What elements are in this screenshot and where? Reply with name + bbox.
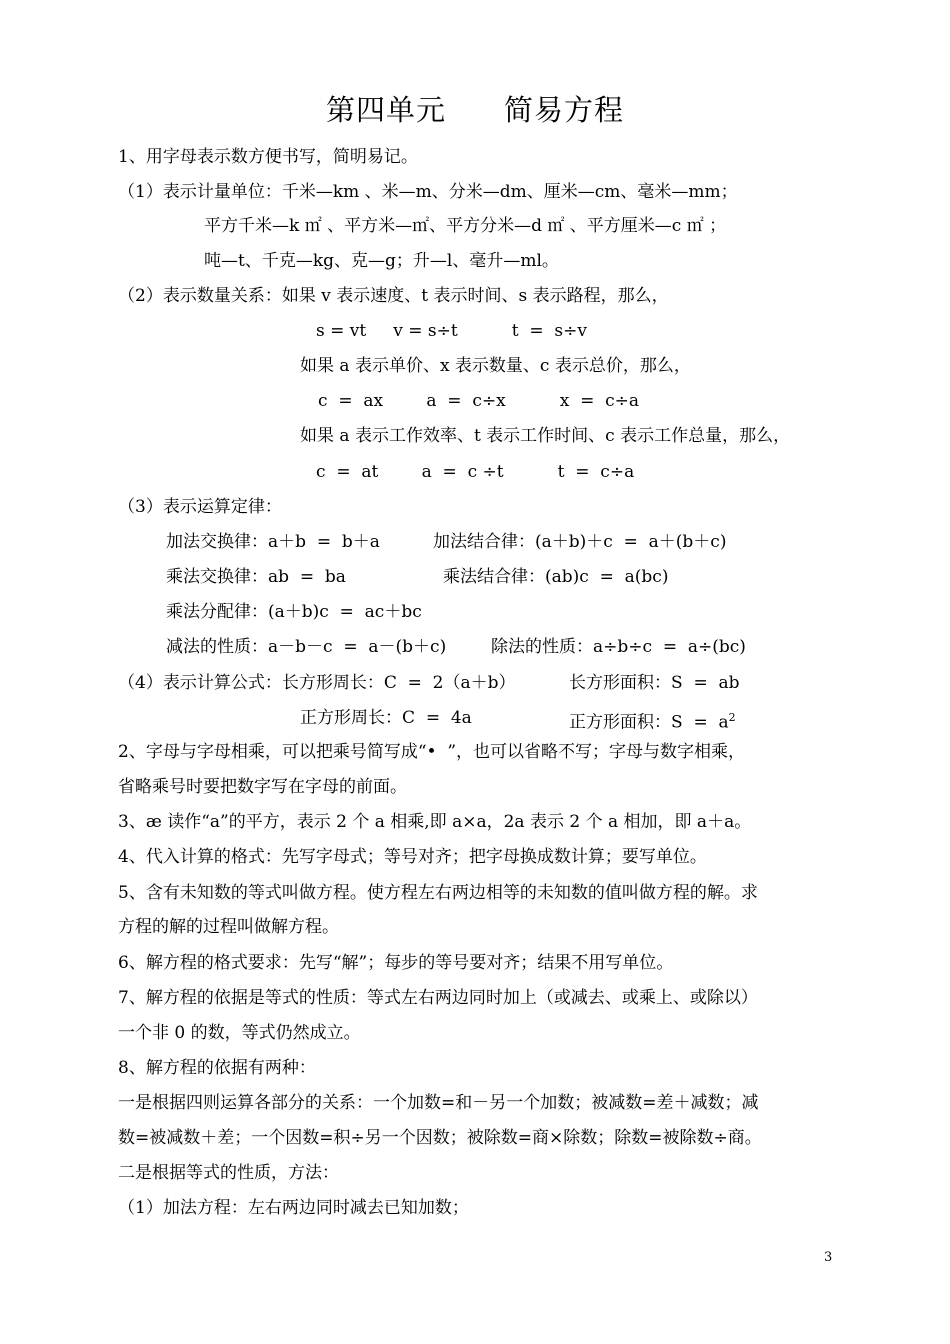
point-4: 4、代入计算的格式：先写字母式；等号对齐；把字母换成数计算；要写单位。 — [118, 847, 707, 867]
mul-commutative: 乘法交换律：ab = ba — [166, 567, 346, 587]
square-perimeter: 正方形周长：C = 4a — [300, 708, 472, 728]
page-title — [0, 88, 950, 129]
mul-distributive: 乘法分配律：(a＋b)c = ac＋bc — [166, 602, 422, 622]
relation-intro: （2）表示数量关系：如果 v 表示速度、t 表示时间、s 表示路程，那么， — [118, 286, 669, 306]
point-5-line-2: 方程的解的过程叫做解方程。 — [118, 917, 339, 937]
point-7-line-2: 一个非 0 的数，等式仍然成立。 — [118, 1023, 361, 1043]
price-formulas: c = ax a = c÷x x = c÷a — [318, 391, 640, 411]
units-line-2: 平方千米—k ㎡ 、平方米—㎡、平方分米—d ㎡ 、平方厘米—c ㎡ ； — [204, 216, 727, 236]
add-commutative: 加法交换律：a＋b = b＋a — [166, 532, 380, 552]
point-5-line-1: 5、含有未知数的等式叫做方程。使方程左右两边相等的未知数的值叫做方程的解。求 — [118, 883, 758, 903]
point-8: 8、解方程的依据有两种： — [118, 1058, 316, 1078]
title-part-1: 第四单元 — [325, 93, 446, 127]
sub-property: 减法的性质：a－b－c = a－(b＋c) — [166, 637, 447, 657]
laws-heading: （3）表示运算定律： — [118, 497, 282, 517]
point-1: 1、用字母表示数方便书写，简明易记。 — [118, 147, 418, 167]
title-part-2: 简易方程 — [504, 93, 625, 127]
point-7-line-1: 7、解方程的依据是等式的性质：等式左右两边同时加上（或减去、或乘上、或除以） — [118, 988, 758, 1008]
square-area-text: 正方形面积：S = a — [569, 712, 729, 733]
units-line-1: （1）表示计量单位：千米—km 、米—m、分米—dm、厘米—cm、毫米—mm； — [118, 182, 738, 202]
point-3: 3、æ 读作“a”的平方，表示 2 个 a 相乘,即 a×a，2a 表示 2 个 a 相加，即 a＋a。 — [118, 812, 752, 832]
speed-formulas: s = vt v = s÷t t = s÷v — [316, 321, 587, 341]
div-property: 除法的性质：a÷b÷c = a÷(bc) — [491, 637, 746, 657]
work-formulas: c = at a = c ÷t t = c÷a — [316, 462, 635, 482]
square-area — [569, 707, 736, 734]
units-line-3: 吨—t、千克—kg、克—g；升—l、毫升—ml。 — [204, 251, 559, 271]
add-associative: 加法结合律：(a＋b)＋c = a＋(b＋c) — [433, 532, 727, 552]
point-6: 6、解方程的格式要求：先写“解”；每步的等号要对齐；结果不用写单位。 — [118, 953, 674, 973]
price-intro: 如果 a 表示单价、x 表示数量、c 表示总价，那么， — [300, 356, 691, 376]
addition-equation: （1）加法方程：左右两边同时减去已知加数； — [118, 1198, 469, 1218]
method-1-line-1: 一是根据四则运算各部分的关系：一个加数=和－另一个加数；被减数=差＋减数；减 — [118, 1093, 759, 1113]
rect-area: 长方形面积：S = ab — [569, 673, 740, 693]
point-2-line-1: 2、字母与字母相乘，可以把乘号简写成“• ”，也可以省略不写；字母与数字相乘， — [118, 742, 746, 762]
mul-associative: 乘法结合律：(ab)c = a(bc) — [443, 567, 669, 587]
method-2: 二是根据等式的性质，方法： — [118, 1163, 339, 1183]
rect-perimeter: （4）表示计算公式：长方形周长：C = 2（a＋b） — [118, 673, 516, 693]
point-2-line-2: 省略乘号时要把数字写在字母的前面。 — [118, 777, 407, 797]
work-intro: 如果 a 表示工作效率、t 表示工作时间、c 表示工作总量，那么， — [300, 426, 791, 446]
page-number: 3 — [824, 1250, 833, 1265]
method-1-line-2: 数=被减数＋差；一个因数=积÷另一个因数；被除数=商×除数；除数=被除数÷商。 — [118, 1128, 762, 1148]
square-area-exponent: 2 — [728, 711, 736, 724]
